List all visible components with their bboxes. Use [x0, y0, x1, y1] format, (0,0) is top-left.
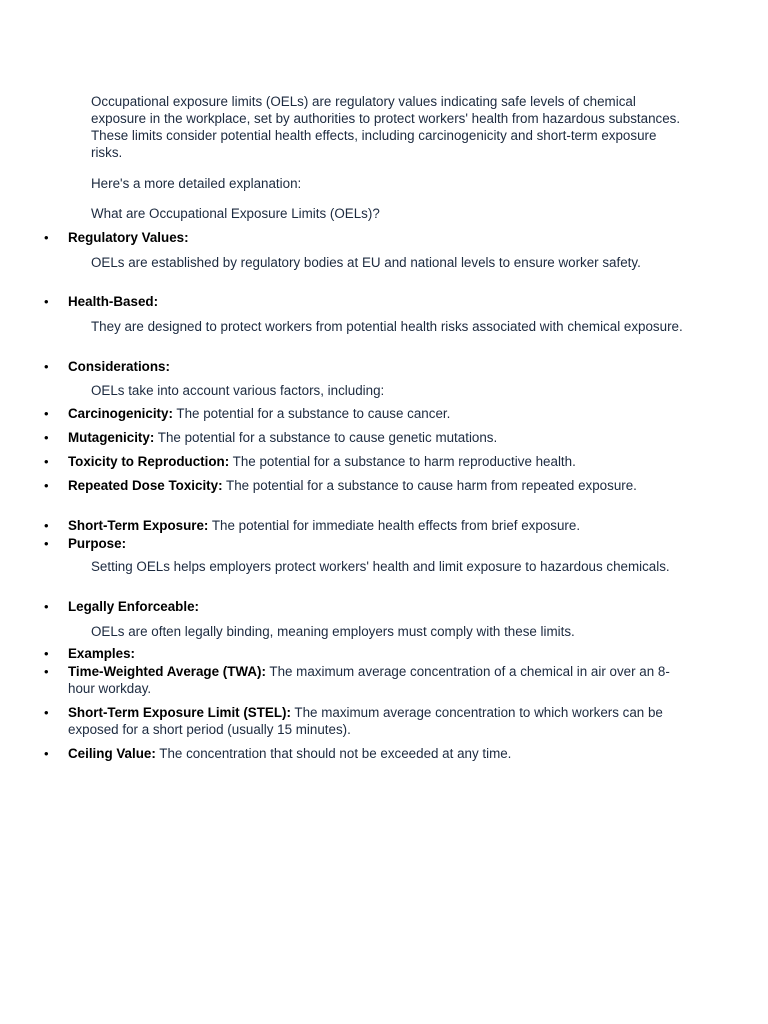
factor-desc: The potential for a substance to cause cancer.: [172, 406, 451, 421]
bullet-icon: •: [44, 518, 49, 533]
considerations-text: OELs take into account various factors, including:: [91, 383, 385, 398]
example-desc: The maximum average concentration of a chemical in air over an 8-hour workday.: [68, 664, 670, 696]
bullet-icon: •: [44, 646, 49, 661]
item-heading: Health-Based:: [68, 294, 159, 309]
factor-desc: The potential for immediate health effects from brief exposure.: [208, 518, 581, 533]
factor-term: Repeated Dose Toxicity:: [68, 478, 223, 493]
list-item-considerations: [44, 358, 688, 375]
list-item-example: [44, 704, 688, 738]
purpose-text: Setting OELs helps employers protect workers' health and limit exposure to hazardous chemicals.: [91, 559, 670, 574]
item-heading: Legally Enforceable:: [68, 599, 199, 614]
bullet-icon: •: [44, 705, 49, 720]
list-item-purpose: [44, 535, 688, 552]
example-term: Time-Weighted Average (TWA):: [68, 664, 266, 679]
item-heading: Examples:: [68, 646, 135, 661]
factor-desc: The potential for a substance to harm reproductive health.: [229, 454, 576, 469]
list-item-factor: [44, 453, 688, 470]
bullet-icon: •: [44, 359, 49, 374]
list-item-examples: [44, 645, 688, 662]
list-item-regulatory-values: [44, 229, 688, 246]
legally-enforceable-text: OELs are often legally binding, meaning employers must comply with these limits.: [91, 624, 575, 639]
list-item-factor: [44, 429, 688, 446]
item-heading: Purpose:: [68, 536, 127, 551]
example-term: Short-Term Exposure Limit (STEL):: [68, 705, 291, 720]
bullet-icon: •: [44, 430, 49, 445]
intro-paragraph: Occupational exposure limits (OELs) are regulatory values indicating safe levels of chemical exposure in the workplace, set by authorities to protect workers' health from hazardous substances. These limits consider potential health effects, including carcinogenicity and short-term exposure risks.: [91, 94, 681, 160]
regulatory-values-text: OELs are established by regulatory bodies at EU and national levels to ensure worker safety.: [91, 255, 641, 270]
bullet-icon: •: [44, 230, 49, 245]
example-desc: The maximum average concentration to which workers can be exposed for a short period (usually 15 minutes).: [68, 705, 663, 737]
bullet-icon: •: [44, 746, 49, 761]
factor-term: Short-Term Exposure:: [68, 518, 209, 533]
item-heading: Regulatory Values:: [68, 230, 189, 245]
list-item-factor: [44, 517, 688, 534]
bullet-icon: •: [44, 294, 49, 309]
factor-term: Mutagenicity:: [68, 430, 155, 445]
factor-term: Toxicity to Reproduction:: [68, 454, 230, 469]
list-item-factor: [44, 405, 688, 422]
list-item-legally-enforceable: [44, 598, 688, 615]
section-question: What are Occupational Exposure Limits (OELs)?: [91, 206, 380, 221]
factor-desc: The potential for a substance to cause harm from repeated exposure.: [222, 478, 637, 493]
list-item-health-based: [44, 293, 688, 310]
item-heading: Considerations:: [68, 359, 170, 374]
factor-desc: The potential for a substance to cause genetic mutations.: [154, 430, 498, 445]
bullet-icon: •: [44, 664, 49, 679]
example-desc: The concentration that should not be exceeded at any time.: [155, 746, 512, 761]
bullet-icon: •: [44, 406, 49, 421]
bullet-icon: •: [44, 454, 49, 469]
list-item-factor: [44, 477, 688, 494]
example-term: Ceiling Value:: [68, 746, 156, 761]
bullet-icon: •: [44, 536, 49, 551]
bullet-icon: •: [44, 478, 49, 493]
explanation-lead: Here's a more detailed explanation:: [91, 176, 302, 191]
bullet-icon: •: [44, 599, 49, 614]
list-item-example: [44, 663, 688, 697]
factor-term: Carcinogenicity:: [68, 406, 173, 421]
health-based-text: They are designed to protect workers from potential health risks associated with chemical exposure.: [91, 319, 683, 334]
list-item-example: [44, 745, 688, 762]
